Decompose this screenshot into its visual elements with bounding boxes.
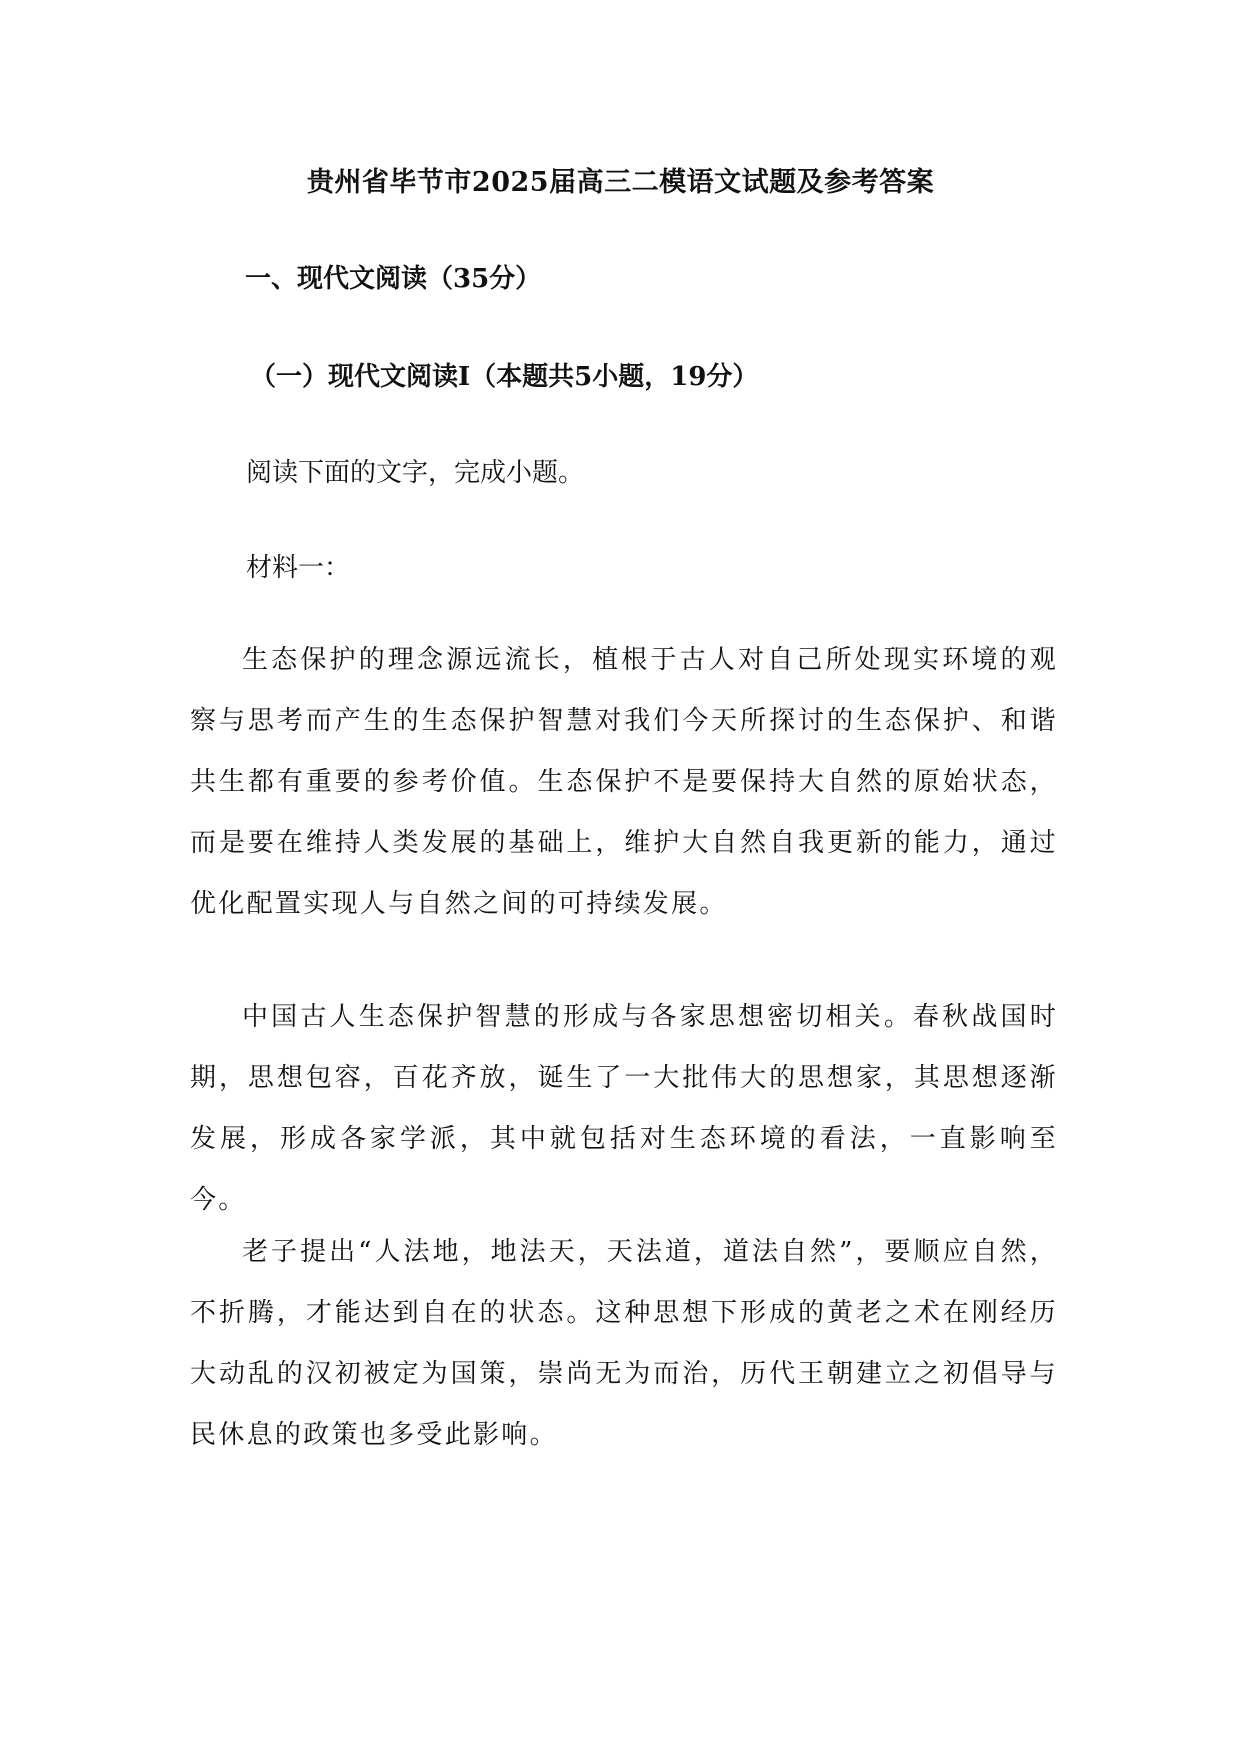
reading-instruction: 阅读下面的文字，完成小题。 bbox=[246, 458, 585, 488]
subsection-heading: （一）现代文阅读Ⅰ（本题共5小题，19分） bbox=[250, 362, 759, 392]
paragraph: 老子提出“人法地，地法天，天法道，道法自然”，要顺应自然，不折腾，才能达到自在的状态。这种思想下形成的黄老之术在刚经历大动乱的汉初被定为国策，崇尚无为而治，历代王朝建立之初倡导与民休息的政策也多受此影响。 bbox=[190, 1237, 1058, 1450]
paragraph: 生态保护的理念源远流长，植根于古人对自己所处现实环境的观察与思考而产生的生态保护智慧对我们今天所探讨的生态保护、和谐共生都有重要的参考价值。生态保护不是要保持大自然的原始状态，而是要在维持人类发展的基础上，维护大自然自我更新的能力，通过优化配置实现人与自然之间的可持续发展。 bbox=[190, 645, 1058, 919]
material-label: 材料一： bbox=[246, 553, 351, 583]
paragraph: 中国古人生态保护智慧的形成与各家思想密切相关。春秋战国时期，思想包容，百花齐放，诞生了一大批伟大的思想家，其思想逐渐发展，形成各家学派，其中就包括对生态环境的看法，一直影响至今。 bbox=[190, 1002, 1058, 1215]
section-heading: 一、现代文阅读（35分） bbox=[245, 264, 542, 294]
document-title: 贵州省毕节市2025届高三二模语文试题及参考答案 bbox=[306, 167, 935, 198]
